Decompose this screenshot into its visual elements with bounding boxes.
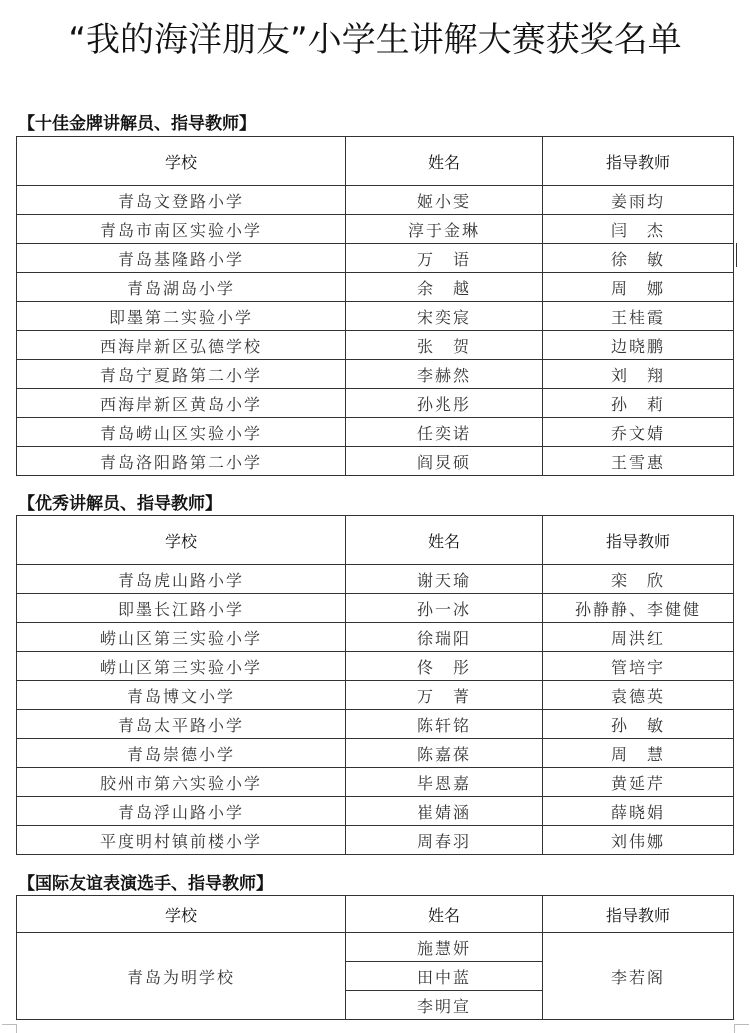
name-cell: 孙兆彤	[346, 389, 543, 418]
name-cell: 佟 彤	[346, 652, 543, 681]
teacher-cell: 管培宇	[543, 652, 734, 681]
table-row	[17, 623, 734, 652]
table-row	[17, 652, 734, 681]
school-cell: 青岛基隆路小学	[17, 244, 346, 273]
table-row	[17, 331, 734, 360]
column-header-name: 姓名	[346, 137, 543, 186]
name-cell: 陈轩铭	[346, 710, 543, 739]
name-cell: 淳于金琳	[346, 215, 543, 244]
section-heading-gold: 【十佳金牌讲解员、指导教师】	[18, 114, 256, 134]
school-cell: 平度明村镇前楼小学	[17, 826, 346, 855]
teacher-cell: 王雪惠	[543, 447, 734, 476]
school-cell: 青岛博文小学	[17, 681, 346, 710]
teacher-cell: 孙静静、李健健	[543, 594, 734, 623]
column-header-school: 学校	[17, 896, 346, 933]
teacher-cell: 姜雨均	[543, 186, 734, 215]
teacher-cell: 刘伟娜	[543, 826, 734, 855]
table-row	[17, 418, 734, 447]
teacher-cell: 袁德英	[543, 681, 734, 710]
section-heading-international: 【国际友谊表演选手、指导教师】	[18, 874, 273, 894]
name-cell: 谢天瑜	[346, 565, 543, 594]
table-row	[17, 933, 734, 962]
table-header-row	[17, 516, 734, 565]
column-header-school: 学校	[17, 516, 346, 565]
school-cell: 胶州市第六实验小学	[17, 768, 346, 797]
table-row	[17, 186, 734, 215]
school-cell: 崂山区第三实验小学	[17, 652, 346, 681]
school-cell: 青岛虎山路小学	[17, 565, 346, 594]
teacher-cell: 周 慧	[543, 739, 734, 768]
teacher-cell: 周 娜	[543, 273, 734, 302]
page-title: “我的海洋朋友”小学生讲解大赛获奖名单	[68, 20, 682, 60]
teacher-cell: 薛晓娟	[543, 797, 734, 826]
table-row	[17, 797, 734, 826]
table-row	[17, 681, 734, 710]
table-row	[17, 273, 734, 302]
school-cell: 西海岸新区弘德学校	[17, 331, 346, 360]
name-cell: 施慧妍	[346, 933, 543, 962]
column-header-teacher: 指导教师	[543, 516, 734, 565]
table-row	[17, 360, 734, 389]
school-cell: 青岛文登路小学	[17, 186, 346, 215]
name-cell: 姬小雯	[346, 186, 543, 215]
teacher-cell: 黄延芹	[543, 768, 734, 797]
teacher-cell: 边晓鹏	[543, 331, 734, 360]
name-cell: 崔婧涵	[346, 797, 543, 826]
name-cell: 李赫然	[346, 360, 543, 389]
teacher-cell: 王桂霞	[543, 302, 734, 331]
name-cell: 万 语	[346, 244, 543, 273]
school-cell: 西海岸新区黄岛小学	[17, 389, 346, 418]
name-cell: 余 越	[346, 273, 543, 302]
school-cell: 青岛太平路小学	[17, 710, 346, 739]
table-header-row	[17, 896, 734, 933]
school-cell: 青岛崂山区实验小学	[17, 418, 346, 447]
gold-award-table	[16, 136, 734, 476]
name-cell: 阎炅硕	[346, 447, 543, 476]
school-cell: 即墨第二实验小学	[17, 302, 346, 331]
table-row	[17, 826, 734, 855]
name-cell: 李明宣	[346, 991, 543, 1020]
column-header-teacher: 指导教师	[543, 896, 734, 933]
school-cell: 青岛洛阳路第二小学	[17, 447, 346, 476]
name-cell: 张 贺	[346, 331, 543, 360]
section-heading-excellent: 【优秀讲解员、指导教师】	[18, 494, 222, 514]
column-header-school: 学校	[17, 137, 346, 186]
table-row	[17, 710, 734, 739]
table-row	[17, 594, 734, 623]
school-cell: 即墨长江路小学	[17, 594, 346, 623]
name-cell: 徐瑞阳	[346, 623, 543, 652]
table-row	[17, 447, 734, 476]
teacher-cell: 徐 敏	[543, 244, 734, 273]
table-row	[17, 244, 734, 273]
column-header-name: 姓名	[346, 516, 543, 565]
teacher-cell: 孙 敏	[543, 710, 734, 739]
table-row	[17, 215, 734, 244]
name-cell: 任奕诺	[346, 418, 543, 447]
name-cell: 孙一冰	[346, 594, 543, 623]
column-header-name: 姓名	[346, 896, 543, 933]
table-header-row	[17, 137, 734, 186]
international-performer-table	[16, 895, 734, 1020]
school-cell: 青岛崇德小学	[17, 739, 346, 768]
school-cell: 青岛市南区实验小学	[17, 215, 346, 244]
table-row	[17, 565, 734, 594]
text-cursor-mark	[736, 243, 737, 267]
table-row	[17, 302, 734, 331]
teacher-cell: 闫 杰	[543, 215, 734, 244]
school-cell: 青岛宁夏路第二小学	[17, 360, 346, 389]
name-cell: 田中蓝	[346, 962, 543, 991]
teacher-cell: 刘 翔	[543, 360, 734, 389]
name-cell: 陈嘉葆	[346, 739, 543, 768]
teacher-cell: 栾 欣	[543, 565, 734, 594]
table-row	[17, 389, 734, 418]
name-cell: 万 菁	[346, 681, 543, 710]
table-row	[17, 739, 734, 768]
teacher-cell: 孙 莉	[543, 389, 734, 418]
school-cell: 青岛为明学校	[17, 933, 346, 1020]
name-cell: 毕恩嘉	[346, 768, 543, 797]
teacher-cell: 周洪红	[543, 623, 734, 652]
school-cell: 青岛湖岛小学	[17, 273, 346, 302]
name-cell: 周春羽	[346, 826, 543, 855]
excellent-award-table	[16, 515, 734, 855]
teacher-cell: 乔文婧	[543, 418, 734, 447]
table-row	[17, 768, 734, 797]
school-cell: 崂山区第三实验小学	[17, 623, 346, 652]
teacher-cell: 李若阁	[543, 933, 734, 1020]
school-cell: 青岛浮山路小学	[17, 797, 346, 826]
name-cell: 宋奕宸	[346, 302, 543, 331]
column-header-teacher: 指导教师	[543, 137, 734, 186]
